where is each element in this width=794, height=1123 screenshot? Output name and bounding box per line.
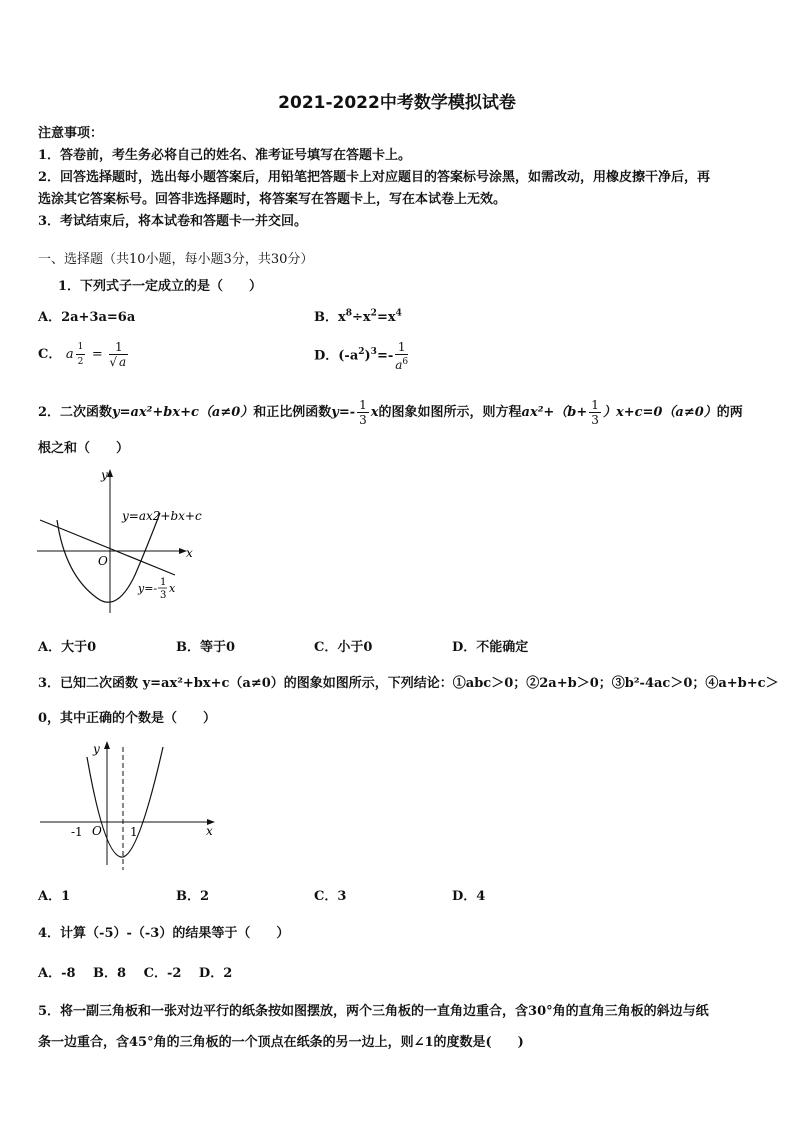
q2-curve-label: y=ax2+bx+c <box>122 509 202 523</box>
q3-tick-1: 1 <box>130 825 138 839</box>
q5-stem-line1: 5．将一副三角板和一张对边平行的纸条按如图摆放，两个三角板的一直角边重合，含30°角的直角三角板的斜边与纸 <box>38 1004 709 1019</box>
q2-line-frac-den: 3 <box>160 590 167 601</box>
q3-x-label: x <box>206 824 213 838</box>
q3-parabola <box>87 747 163 857</box>
q5-stem-line2: 条一边重合，含45°角的三角板的一个顶点在纸条的另一边上，则∠1的度数是( ) <box>38 1035 524 1050</box>
q2-option-a: A．大于0 <box>38 640 97 655</box>
q2-line-frac-num: 1 <box>160 577 167 588</box>
q3-origin-label: O <box>92 824 102 838</box>
notice-item-3: 3．考试结束后，将本试卷和答题卡一并交回。 <box>38 214 308 229</box>
notice-heading: 注意事项： <box>38 126 104 141</box>
q1-option-c: C． a $\frac{1}{2}$ = $\frac{1}{√ a}$ <box>38 340 127 369</box>
notice-item-1: 1．答卷前，考生务必将自己的姓名、准考证号填写在答题卡上。 <box>38 148 412 163</box>
q3-option-d: D．4 <box>452 889 486 904</box>
q2-option-d: D．不能确定 <box>452 640 529 655</box>
q3-option-b: B．2 <box>176 889 210 904</box>
q3-y-axis <box>104 741 110 865</box>
q2-option-b: B．等于0 <box>176 640 236 655</box>
page-title: 2021-2022中考数学模拟试卷 <box>278 93 516 113</box>
q4-stem: 4．计算（-5）-（-3）的结果等于（ ） <box>38 926 290 941</box>
notice-item-2-cont: 选涂其它答案标号。回答非选择题时，将答案写在答题卡上，写在本试卷上无效。 <box>38 192 507 207</box>
q2-line-label-x: x <box>169 582 176 595</box>
q2-stem-line2: 根之和（ ） <box>38 441 130 456</box>
notice-item-2: 2．回答选择题时，选出每小题答案后，用铅笔把答题卡上对应题目的答案标号涂黑，如需改动，用橡皮擦干净后，再 <box>38 170 711 185</box>
q3-graph <box>35 735 225 875</box>
q1-option-b: B．$x^8\div x^2=x^4$ <box>314 308 402 325</box>
q2-x-label: x <box>186 546 193 560</box>
q2-origin-label: O <box>98 554 108 568</box>
q2-option-c: C．小于0 <box>314 640 373 655</box>
q3-y-label: y <box>93 742 100 756</box>
q3-tick-minus1: -1 <box>71 825 83 839</box>
q1-option-d: D．$(-a^2)^3=-$ $\frac{1}{a^6}$ <box>314 340 409 372</box>
q2-graph <box>35 465 210 620</box>
q3-option-a: A．1 <box>38 889 71 904</box>
q3-x-axis <box>40 819 215 825</box>
q1-option-a: A．2a+3a=6a <box>38 310 136 325</box>
section-heading: 一、选择题（共10小题，每小题3分，共30分） <box>38 252 314 267</box>
q1-stem: 1．下列式子一定成立的是（ ） <box>58 279 263 294</box>
q2-stem-line1: 2．二次函数y=ax²+bx+c（a≠0）和正比例函数y=- $\frac{1}{3}$ x的图象如图所示，则方程ax²+（b+ $\frac{1}{3}$ ）x+c=0（a≠0）的两 <box>38 398 743 427</box>
q2-line-label: y=- <box>138 582 158 595</box>
q2-y-axis <box>107 469 113 613</box>
q3-option-c: C．3 <box>314 889 347 904</box>
q3-stem-line2: 0，其中正确的个数是（ ） <box>38 711 217 726</box>
q2-y-label: y <box>101 468 108 482</box>
q4-options: A．-8 B．8 C．-2 D．2 <box>38 966 233 981</box>
q3-stem-line1: 3．已知二次函数 y=ax²+bx+c（a≠0）的图象如图所示，下列结论：①abc＞0；②2a+b＞0；③b²-4ac＞0；④a+b+c＞ <box>38 676 779 691</box>
